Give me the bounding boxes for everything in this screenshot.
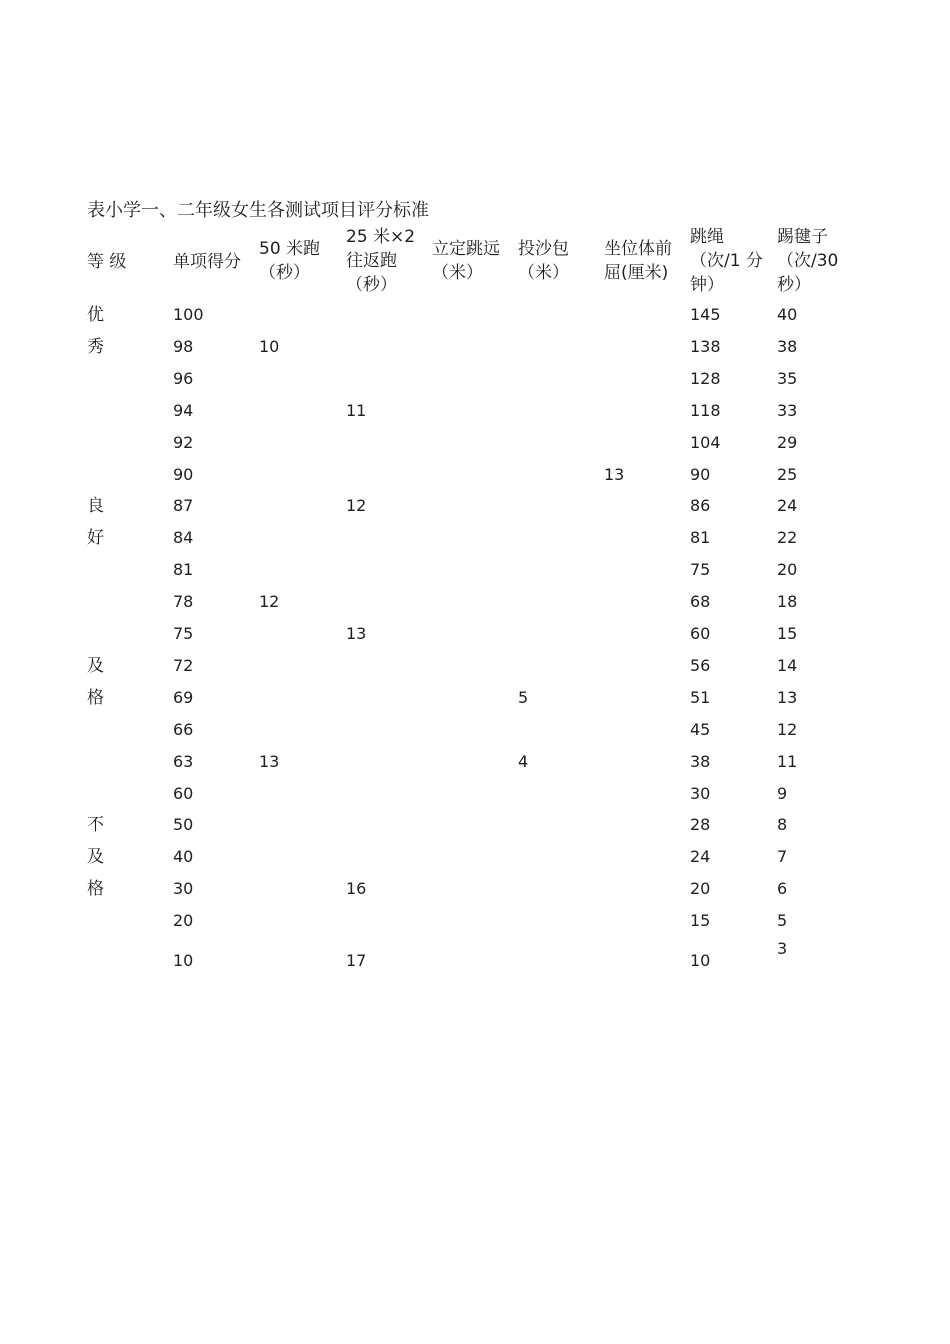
cell-rope: 45 bbox=[690, 719, 711, 739]
header-shuttlecock: 踢毽子 （次/30 秒） bbox=[777, 227, 839, 295]
cell-score: 78 bbox=[173, 592, 194, 612]
cell-rope: 30 bbox=[690, 783, 711, 803]
header-run50: 50 米跑 （秒） bbox=[259, 239, 321, 283]
cell-shuttlecock: 14 bbox=[777, 655, 798, 675]
cell-rope: 24 bbox=[690, 847, 711, 867]
cell-score: 84 bbox=[173, 528, 194, 548]
cell-score: 98 bbox=[173, 336, 194, 356]
cell-shuttlecock: 35 bbox=[777, 368, 798, 388]
cell-score: 69 bbox=[173, 687, 194, 707]
cell-shuttlecock: 6 bbox=[777, 879, 788, 899]
cell-rope: 138 bbox=[690, 336, 721, 356]
cell-rope: 28 bbox=[690, 815, 711, 835]
cell-rope: 20 bbox=[690, 879, 711, 899]
cell-shuttlecock: 7 bbox=[777, 847, 788, 867]
cell-shuttle: 11 bbox=[346, 400, 367, 420]
cell-score: 10 bbox=[173, 951, 194, 970]
cell-score: 20 bbox=[173, 911, 194, 931]
cell-score: 75 bbox=[173, 624, 194, 643]
cell-rope: 118 bbox=[690, 400, 721, 420]
header-grade: 等 级 bbox=[87, 252, 127, 272]
cell-rope: 60 bbox=[690, 624, 711, 643]
cell-shuttlecock: 22 bbox=[777, 528, 798, 548]
header-long-jump: 立定跳远 （米） bbox=[432, 239, 500, 283]
header-rope: 跳绳 （次/1 分 钟） bbox=[690, 227, 763, 295]
cell-shuttlecock: 40 bbox=[777, 305, 798, 324]
cell-rope: 128 bbox=[690, 368, 721, 388]
cell-score: 87 bbox=[173, 496, 194, 516]
cell-run50: 13 bbox=[259, 751, 280, 771]
cell-rope: 86 bbox=[690, 496, 711, 516]
cell-shuttlecock: 3 bbox=[777, 939, 788, 958]
table-title: 表小学一、二年级女生各测试项目评分标准 bbox=[87, 200, 429, 221]
grade-label: 良 bbox=[87, 496, 104, 517]
header-score: 单项得分 bbox=[173, 252, 241, 272]
cell-score: 81 bbox=[173, 560, 194, 580]
cell-shuttlecock: 25 bbox=[777, 464, 798, 484]
cell-shuttlecock: 38 bbox=[777, 336, 798, 356]
grade-label: 好 bbox=[87, 528, 104, 549]
cell-rope: 38 bbox=[690, 751, 711, 771]
cell-shuttlecock: 12 bbox=[777, 719, 798, 739]
cell-shuttle: 17 bbox=[346, 951, 367, 970]
cell-score: 72 bbox=[173, 655, 194, 675]
cell-shuttlecock: 20 bbox=[777, 560, 798, 580]
cell-score: 63 bbox=[173, 751, 194, 771]
cell-shuttlecock: 24 bbox=[777, 496, 798, 516]
cell-score: 100 bbox=[173, 305, 204, 324]
grade-label: 格 bbox=[87, 687, 104, 708]
grade-label: 优 bbox=[87, 305, 104, 325]
grade-label: 秀 bbox=[87, 336, 104, 357]
cell-rope: 51 bbox=[690, 687, 711, 707]
cell-shuttlecock: 5 bbox=[777, 911, 788, 931]
cell-shuttlecock: 11 bbox=[777, 751, 798, 771]
cell-run50: 10 bbox=[259, 336, 280, 356]
cell-run50: 12 bbox=[259, 592, 280, 612]
cell-shuttle: 13 bbox=[346, 624, 367, 643]
cell-sandbag: 5 bbox=[518, 687, 529, 707]
cell-shuttle: 16 bbox=[346, 879, 367, 899]
cell-rope: 56 bbox=[690, 655, 711, 675]
cell-shuttlecock: 18 bbox=[777, 592, 798, 612]
cell-score: 94 bbox=[173, 400, 194, 420]
cell-score: 96 bbox=[173, 368, 194, 388]
cell-rope: 104 bbox=[690, 432, 721, 452]
cell-score: 60 bbox=[173, 783, 194, 803]
cell-rope: 145 bbox=[690, 305, 721, 324]
header-sit-reach: 坐位体前 屈(厘米) bbox=[604, 239, 672, 283]
cell-sit-reach: 13 bbox=[604, 464, 625, 484]
cell-score: 92 bbox=[173, 432, 194, 452]
cell-rope: 15 bbox=[690, 911, 711, 931]
cell-rope: 75 bbox=[690, 560, 711, 580]
header-shuttle: 25 米×2 往返跑 （秒） bbox=[346, 227, 416, 295]
cell-sandbag: 4 bbox=[518, 751, 529, 771]
cell-rope: 10 bbox=[690, 951, 711, 970]
cell-shuttlecock: 15 bbox=[777, 624, 798, 643]
grade-label: 不 bbox=[87, 815, 104, 836]
cell-rope: 81 bbox=[690, 528, 711, 548]
cell-score: 30 bbox=[173, 879, 194, 899]
header-sandbag: 投沙包 （米） bbox=[518, 239, 569, 283]
cell-score: 90 bbox=[173, 464, 194, 484]
cell-shuttlecock: 9 bbox=[777, 783, 788, 803]
cell-rope: 90 bbox=[690, 464, 711, 484]
cell-shuttlecock: 13 bbox=[777, 687, 798, 707]
cell-shuttlecock: 33 bbox=[777, 400, 798, 420]
grade-label: 及 bbox=[87, 655, 104, 676]
cell-score: 50 bbox=[173, 815, 194, 835]
cell-rope: 68 bbox=[690, 592, 711, 612]
cell-shuttlecock: 29 bbox=[777, 432, 798, 452]
cell-shuttle: 12 bbox=[346, 496, 367, 516]
cell-score: 66 bbox=[173, 719, 194, 739]
cell-shuttlecock: 8 bbox=[777, 815, 788, 835]
grade-label: 格 bbox=[87, 879, 104, 900]
cell-score: 40 bbox=[173, 847, 194, 867]
grade-label: 及 bbox=[87, 847, 104, 868]
